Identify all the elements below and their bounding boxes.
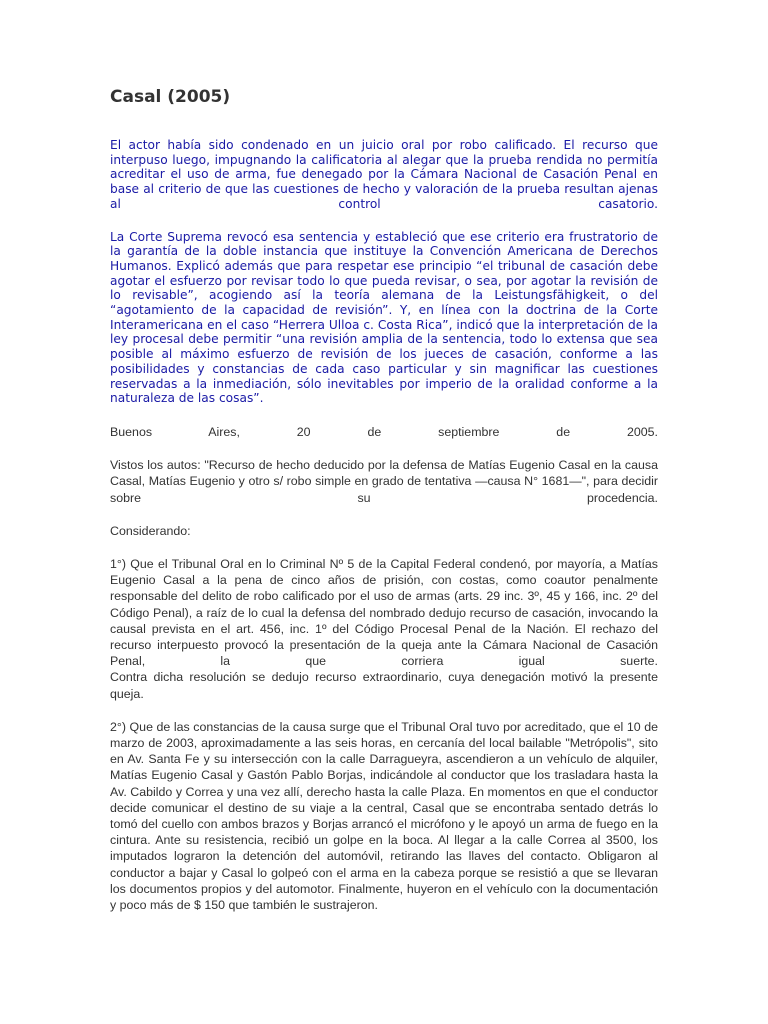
considerando-paragraph-2: 2°) Que de las constancias de la causa surge que el Tribunal Oral tuvo por acreditado, que el 10 de marzo de 2003, aproximadamente a las seis horas, en cercanía del local bailable "Metrópolis", sito en Av. Santa Fe y su intersección con la calle Darragueyra, ascendieron a un vehículo de alquiler, Matías Eugenio Casal y Gastón Pablo Borjas, indicándole al conductor que los trasladara hasta la Av. Cabildo y Correa y una vez allí, derecho hasta la calle Plaza. En momentos en que el conductor decide comunicar el destino de su viaje a la central, Casal que se encontraba sentado detrás lo tomó del cuello con ambos brazos y Borjas arrancó el micrófono y le apoyó un arma de fuego en la cintura. Ante su resistencia, recibió un golpe en la boca. Al llegar a la calle Correa al 3500, los imputados lograron la detención del automóvil, retirando las llaves del contacto. Obligaron al conductor a bajar y Casal lo golpeó con el arma en la cabeza porque se resistió a que se llevaran los documentos propios y del automotor. Finalmente, huyeron en el vehículo con la documentación y poco más de $ 150 que también le sustrajeron. — [110, 719, 658, 913]
paragraph-1-tail: Contra dicha resolución se dedujo recurso extraordinario, cuya denegación motivó la presente queja. — [110, 670, 658, 701]
document-page — [110, 86, 658, 930]
document-title: Casal (2005) — [110, 87, 231, 107]
paragraph-1-main: 1°) Que el Tribunal Oral en lo Criminal Nº 5 de la Capital Federal condenó, por mayoría, a Matías Eugenio Casal a la pena de cinco años de prisión, con costas, como coautor penalmente responsable del delito de robo calificado por el uso de armas (arts. 29 inc. 3º, 45 y 166, inc. 2º del Código Penal), a raíz de lo cual la defensa del nombrado dedujo recurso de casación, invocando la causal prevista en el art. 456, inc. 1º del Código Procesal Penal de la Nación. El rechazo del recurso interpuesto provocó la presentación de la queja ante la Cámara Nacional de Casación Penal, la que corriera igual suerte. — [110, 556, 658, 669]
summary-paragraph-2: La Corte Suprema revocó esa sentencia y estableció que ese criterio era frustratorio de la garantía de la doble instancia que instituye la Convención Americana de Derechos Humanos. Explicó además que para respetar ese principio “el tribunal de casación debe agotar el esfuerzo por revisar todo lo que pueda revisar, o sea, por agotar la revisión de lo revisable”, acogiendo así la teoría alemana de la Leistungsfähigkeit, o del “agotamiento de la capacidad de revisión”. Y, en línea con la doctrina de la Corte Interamericana en el caso “Herrera Ulloa c. Costa Rica”, indicó que la interpretación de la ley procesal debe permitir “una revisión amplia de la sentencia, todo lo extensa que sea posible al máximo esfuerzo de revisión de los jueces de casación, conforme a las posibilidades y constancias de cada caso particular y sin magnificar las cuestiones reservadas a la inmediación, sólo inevitables por imperio de la oralidad conforme a la naturaleza de las cosas”. — [110, 229, 658, 406]
vistos-paragraph: Vistos los autos: "Recurso de hecho deducido por la defensa de Matías Eugenio Casal en la causa Casal, Matías Eugenio y otro s/ robo simple en grado de tentativa —causa N° 1681—", para decidir sobre su procedencia. — [110, 458, 658, 505]
considerando-heading: Considerando: — [110, 523, 191, 538]
date-line: Buenos Aires, 20 de septiembre de 2005. — [110, 424, 658, 439]
case-summary — [110, 138, 658, 406]
ruling-text — [110, 424, 658, 913]
summary-paragraph-1: El actor había sido condenado en un juicio oral por robo calificado. El recurso que interpuso luego, impugnando la calificatoria al alegar que la prueba rendida no permitía acreditar el uso de arma, fue denegado por la Cámara Nacional de Casación Penal en base al criterio de que las cuestiones de hecho y valoración de la prueba resultan ajenas al control casatorio. — [110, 138, 658, 211]
considerando-paragraph-1 — [110, 556, 658, 702]
